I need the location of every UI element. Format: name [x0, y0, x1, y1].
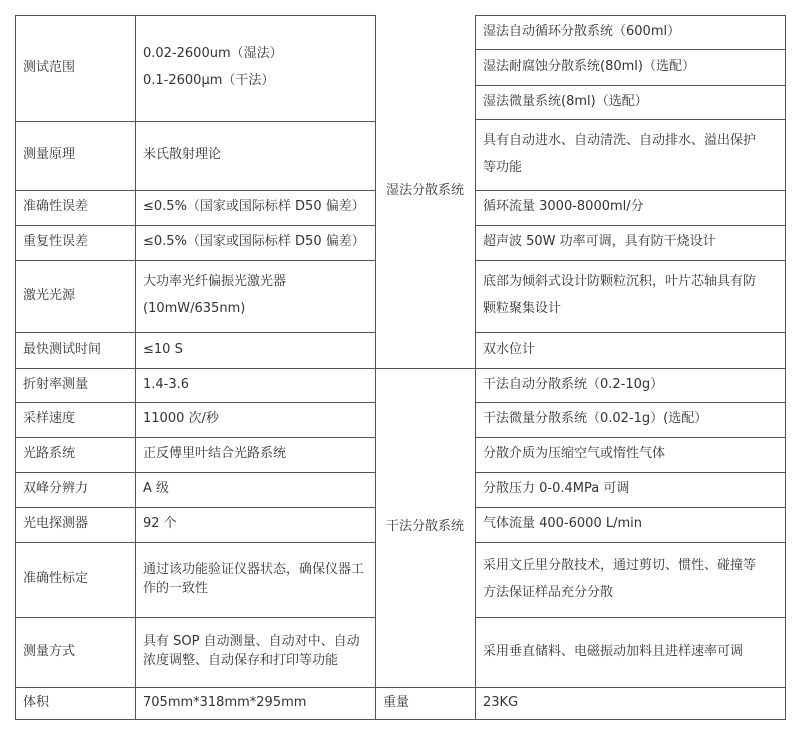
spec-value-line: 1.4-3.6	[143, 376, 190, 392]
spec-label-text: 光路系统	[23, 446, 76, 462]
spec-label-text: 测量原理	[23, 147, 76, 163]
spec-value	[135, 617, 375, 687]
dry-feature	[475, 402, 785, 437]
table-border-v	[475, 15, 476, 720]
spec-value-line: A 级	[143, 481, 170, 497]
dry-feature	[475, 542, 785, 617]
dry-feature-line: 方法保证样品充分分散	[483, 584, 614, 600]
spec-value	[135, 507, 375, 542]
spec-value	[135, 472, 375, 507]
table-border-h	[15, 507, 376, 508]
spec-label	[15, 687, 135, 719]
table-border-h	[15, 542, 376, 543]
spec-value	[135, 121, 375, 190]
spec-value-line: 作的一致性	[143, 580, 209, 596]
spec-value-line: 正反傅里叶结合光路系统	[143, 446, 287, 462]
weight-value	[475, 687, 785, 719]
spec-label	[15, 507, 135, 542]
wet-feature	[475, 190, 785, 225]
table-border-h	[15, 260, 376, 261]
spec-value-line: (10mW/635nm)	[143, 301, 246, 316]
spec-value	[135, 190, 375, 225]
wet-feature-line: 底部为倾斜式设计防颗粒沉积，叶片芯轴具有防	[483, 274, 757, 290]
spec-label-text: 折射率测量	[23, 376, 89, 392]
wet-feature-line: 湿法微量系统(8ml)（选配）	[483, 93, 648, 109]
spec-label-text: 最快测试时间	[23, 341, 102, 357]
wet-group-label	[375, 15, 475, 368]
wet-feature	[475, 119, 785, 190]
spec-value-line: 米氏散射理论	[143, 147, 222, 163]
wet-feature	[475, 49, 785, 85]
spec-value-line: 705mm*318mm*295mm	[143, 694, 307, 710]
table-border-h	[475, 225, 786, 226]
table-border-h	[15, 617, 376, 618]
table-border-v	[375, 15, 376, 720]
dry-feature	[475, 617, 785, 687]
table-border-h	[15, 437, 376, 438]
dry-feature	[475, 507, 785, 542]
dry-feature-line: 采用垂直储料、电磁振动加料且进样速率可调	[483, 643, 744, 659]
spec-value	[135, 542, 375, 617]
spec-label-text: 光电探测器	[23, 516, 89, 532]
dry-feature	[475, 368, 785, 402]
spec-label	[15, 617, 135, 687]
table-border-h	[15, 225, 376, 226]
dry-feature	[475, 472, 785, 507]
weight-label	[375, 687, 475, 719]
spec-label-text: 重复性误差	[23, 234, 89, 250]
table-border-h	[475, 49, 786, 50]
wet-feature	[475, 260, 785, 332]
table-border-h	[475, 332, 786, 333]
spec-label-text: 测试范围	[23, 59, 76, 75]
spec-value	[135, 402, 375, 437]
dry-feature-line: 干法自动分散系统（0.2-10g）	[483, 376, 664, 392]
wet-feature	[475, 225, 785, 260]
dry-feature-line: 气体流量 400-6000 L/min	[483, 516, 642, 532]
wet-feature-line: 双水位计	[483, 341, 536, 357]
spec-label-text: 双峰分辨力	[23, 481, 89, 497]
table-border-h	[15, 472, 376, 473]
table-border-h	[475, 15, 786, 16]
spec-value-line: 通过该功能验证仪器状态，确保仪器工	[143, 561, 365, 577]
spec-value-line: ≤0.5%（国家或国际标样 D50 偏差）	[143, 234, 365, 250]
wet-feature-line: 颗粒聚集设计	[483, 301, 562, 316]
spec-label	[15, 332, 135, 368]
spec-label	[15, 437, 135, 472]
dry-feature	[475, 437, 785, 472]
spec-label	[15, 472, 135, 507]
spec-value-line: 11000 次/秒	[143, 411, 219, 427]
table-border-v	[785, 15, 786, 720]
spec-label-text: 准确性标定	[23, 571, 89, 587]
table-border-h	[475, 190, 786, 191]
spec-value	[135, 15, 375, 121]
spec-value-line: 浓度调整、自动保存和打印等功能	[143, 653, 339, 668]
table-border-h	[15, 15, 376, 16]
wet-feature-line: 循环流量 3000-8000ml/分	[483, 199, 644, 215]
spec-value-line: 92 个	[143, 516, 177, 532]
table-border-h	[475, 260, 786, 261]
wet-feature-line: 超声波 50W 功率可调，具有防干烧设计	[483, 234, 716, 250]
table-border-h	[375, 368, 476, 369]
table-border-h	[15, 368, 376, 369]
spec-value	[135, 332, 375, 368]
wet-feature-line: 等功能	[483, 159, 523, 175]
table-border-h	[15, 402, 376, 403]
dry-group-label	[375, 368, 475, 687]
dry-feature-line: 分散介质为压缩空气或惰性气体	[483, 446, 666, 462]
dry-feature-line: 干法微量分散系统（0.02-1g）(选配）	[483, 411, 708, 427]
table-border-h	[475, 437, 786, 438]
weight-value-text: 23KG	[483, 694, 519, 710]
table-border-h	[15, 687, 376, 688]
table-border-h	[475, 85, 786, 86]
spec-value	[135, 687, 375, 719]
spec-value-line: 0.02-2600um（湿法）	[143, 46, 283, 62]
wet-feature	[475, 85, 785, 119]
table-border-h	[475, 472, 786, 473]
wet-feature	[475, 332, 785, 368]
spec-value-line: 0.1-2600μm（干法）	[143, 73, 275, 88]
spec-value-line: 大功率光纤偏振光激光器	[143, 274, 287, 290]
dry-feature-line: 分散压力 0-0.4MPa 可调	[483, 481, 630, 497]
wet-feature	[475, 15, 785, 49]
spec-label	[15, 260, 135, 332]
spec-value-line: ≤10 S	[143, 341, 183, 357]
spec-label-text: 测量方式	[23, 643, 76, 659]
table-border-v	[15, 15, 16, 720]
spec-label-text: 准确性误差	[23, 199, 89, 215]
spec-label-text: 采样速度	[23, 411, 76, 427]
spec-value	[135, 368, 375, 402]
table-border-h	[15, 190, 376, 191]
dry-group-label-text: 干法分散系统	[385, 519, 464, 535]
spec-value	[135, 437, 375, 472]
spec-label	[15, 190, 135, 225]
spec-label-text: 体积	[23, 694, 50, 710]
wet-feature-line: 湿法耐腐蚀分散系统(80ml)（选配）	[483, 58, 695, 74]
table-border-h	[15, 332, 376, 333]
table-border-h	[15, 121, 376, 122]
spec-value	[135, 225, 375, 260]
wet-feature-line: 湿法自动循环分散系统（600ml）	[483, 23, 681, 39]
spec-label	[15, 121, 135, 190]
spec-value-line: ≤0.5%（国家或国际标样 D50 偏差）	[143, 199, 365, 215]
table-border-h	[475, 368, 786, 369]
spec-label	[15, 402, 135, 437]
spec-label-text: 激光光源	[23, 287, 76, 303]
spec-value	[135, 260, 375, 332]
spec-label	[15, 368, 135, 402]
weight-label-text: 重量	[383, 694, 410, 710]
spec-value-line: 具有 SOP 自动测量、自动对中、自动	[143, 634, 360, 650]
table-border-h	[475, 402, 786, 403]
wet-feature-line: 具有自动进水、自动清洗、自动排水、溢出保护	[483, 132, 757, 148]
spec-label	[15, 15, 135, 121]
table-border-h	[15, 719, 786, 720]
table-border-h	[375, 687, 786, 688]
table-border-h	[475, 507, 786, 508]
dry-feature-line: 采用文丘里分散技术，通过剪切、惯性、碰撞等	[483, 557, 757, 573]
wet-group-label-text: 湿法分散系统	[385, 183, 464, 199]
table-border-h	[475, 617, 786, 618]
spec-label	[15, 225, 135, 260]
table-border-h	[475, 542, 786, 543]
table-border-v	[135, 15, 136, 720]
table-border-h	[475, 119, 786, 120]
spec-label	[15, 542, 135, 617]
